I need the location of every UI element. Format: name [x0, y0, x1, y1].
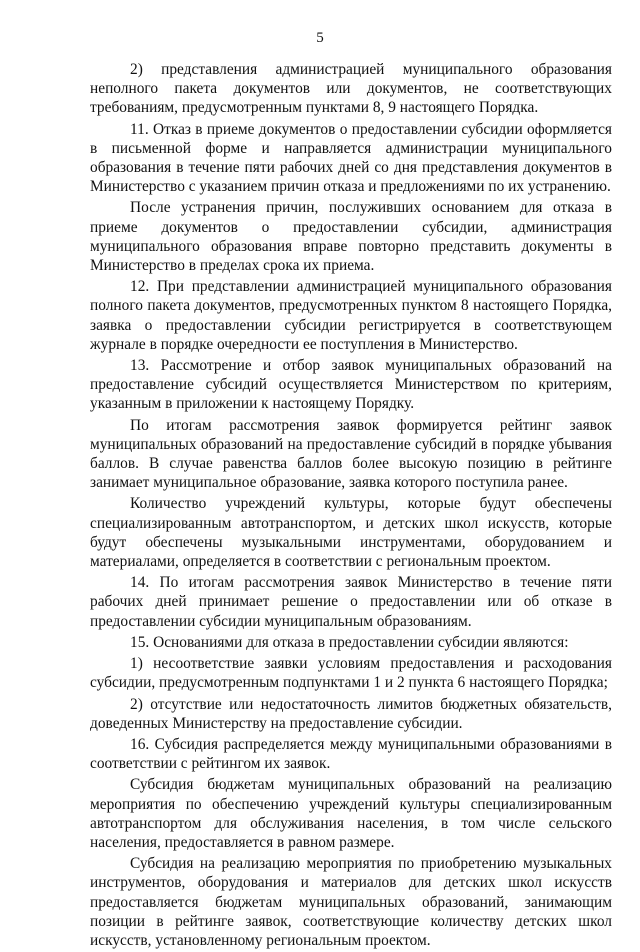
paragraph: После устранения причин, послуживших основанием для отказа в приеме документов о предоставлении субсидии, администрация муниципального образования вправе повторно представить документы в Министерство в пределах срока их приема. [90, 199, 612, 275]
paragraph: Субсидия бюджетам муниципальных образований на реализацию мероприятия по обеспечению учреждений культуры специализированным автотранспортом для обслуживания населения, в том числе сельского населения, предоставляется в равном размере. [90, 776, 612, 851]
paragraph: По итогам рассмотрения заявок формируется рейтинг заявок муниципальных образований на предоставление субсидий в порядке убывания баллов. В случае равенства баллов более высокую позицию в рейтинге занимает муниципальное образование, заявка которого поступила ранее. [90, 416, 612, 492]
paragraph: 12. При представлении администрацией муниципального образования полного пакета документов, предусмотренных пунктом 8 настоящего Порядка, заявка о предоставлении субсидии регистрируется в соответствующем журнале в порядке очередности ее поступления в Министерство. [90, 278, 612, 353]
paragraph: 11. Отказ в приеме документов о предоставлении субсидии оформляется в письменной форме и направляется администрации муниципального образования в течение пяти рабочих дней со дня представления документов в Министерство с указанием причин отказа и предложениями по их устранению. [90, 120, 612, 196]
paragraph: 2) представления администрацией муниципального образования неполного пакета документов или документов, не соответствующих требованиям, предусмотренным пунктами 8, 9 настоящего Порядка. [90, 61, 612, 117]
paragraph: 13. Рассмотрение и отбор заявок муниципальных образований на предоставление субсидий осуществляется Министерством по критериям, указанным в приложении к настоящему Порядку. [90, 357, 612, 413]
paragraph: 2) отсутствие или недостаточность лимитов бюджетных обязательств, доведенных Министерству на предоставление субсидии. [90, 695, 612, 732]
page-number: 5 [316, 30, 324, 46]
paragraph: Количество учреждений культуры, которые будут обеспечены специализированным автотранспортом, и детских школ искусств, которые будут обеспечены музыкальными инструментами, оборудованием и материалами, определяется в соответствии с региональным проектом. [90, 495, 612, 571]
document-body [90, 60, 612, 952]
paragraph: Субсидия на реализацию мероприятия по приобретению музыкальных инструментов, оборудования и материалов для детских школ искусств предоставляется бюджетам муниципальных образований, занимающим позиции в рейтинге заявок, соответствующие количеству детских школ искусств, установленному региональным проектом. [90, 855, 612, 949]
paragraph: 16. Субсидия распределяется между муниципальными образованиями в соответствии с рейтингом их заявок. [90, 735, 612, 773]
paragraph: 15. Основаниями для отказа в предоставлении субсидии являются: [130, 633, 569, 651]
paragraph: 14. По итогам рассмотрения заявок Министерство в течение пяти рабочих дней принимает решение о предоставлении или об отказе в предоставлении субсидии муниципальным образованиям. [90, 574, 612, 630]
paragraph: 1) несоответствие заявки условиям предоставления и расходования субсидии, предусмотренным подпунктами 1 и 2 пункта 6 настоящего Порядка; [90, 655, 612, 692]
